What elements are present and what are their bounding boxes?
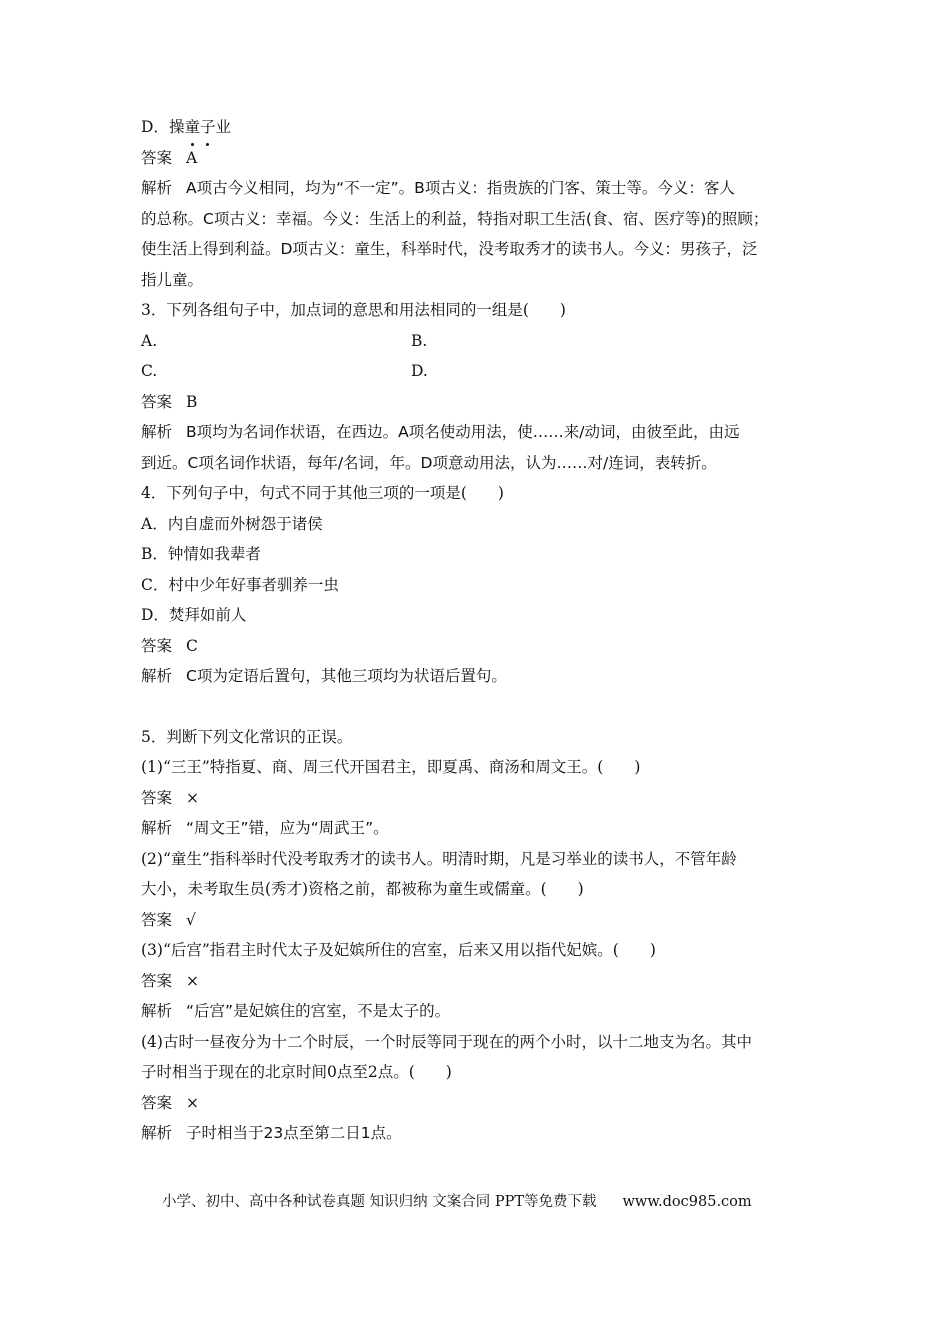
document-page <box>141 112 811 1149</box>
q2-analysis-line: 指儿童。 <box>141 270 204 289</box>
q2-answer <box>141 143 811 174</box>
answer-label: 答案 <box>141 392 173 411</box>
spacer <box>141 692 811 722</box>
q5-item-3-analysis <box>141 996 811 1027</box>
analysis-text: C项为定语后置句，其他三项均为状语后置句。 <box>186 667 507 685</box>
analysis-label: 解析 <box>141 667 173 685</box>
analysis-label: 解析 <box>141 1002 173 1020</box>
answer-label: 答案 <box>141 788 173 807</box>
dotted-char: 子 <box>200 112 216 143</box>
analysis-text: “后宫”是妃嫔住的宫室，不是太子的。 <box>186 1002 451 1020</box>
q4-analysis <box>141 661 811 692</box>
answer-value: × <box>186 788 200 807</box>
answer-value: C <box>186 636 198 655</box>
q3-option-d: D. <box>411 362 428 380</box>
answer-label: 答案 <box>141 636 173 655</box>
q5-item-4: 子时相当于现在的北京时间0点至2点。( ) <box>141 1063 452 1081</box>
q4-option-d: D．焚拜如前人 <box>141 606 247 624</box>
q3-option-c: C. <box>141 362 158 380</box>
answer-value: × <box>186 1093 200 1112</box>
analysis-label: 解析 <box>141 179 173 197</box>
q3-options-row <box>141 326 811 357</box>
q5-item-2: 大小，未考取生员(秀才)资格之前，都被称为童生或儒童。( ) <box>141 880 584 898</box>
page-footer <box>162 1190 802 1211</box>
footer-text: 小学、初中、高中各种试卷真题 知识归纳 文案合同 PPT等免费下载 <box>162 1194 597 1210</box>
analysis-text: B项均为名词作状语，在西边。A项名使动用法，使……来/动词，由彼至此，由远 <box>186 423 740 441</box>
answer-value: A <box>186 148 198 167</box>
q5-item-3: (3)“后宫”指君主时代太子及妃嫔所住的宫室，后来又用以指代妃嫔。( ) <box>141 941 656 959</box>
q4-stem: 4．下列句子中，句式不同于其他三项的一项是( ) <box>141 484 504 502</box>
analysis-text: 子时相当于23点至第二日1点。 <box>186 1124 402 1142</box>
q3-stem: 3．下列各组句子中，加点词的意思和用法相同的一组是( ) <box>141 301 566 319</box>
q5-item-4: (4)古时一昼夜分为十二个时辰，一个时辰等同于现在的两个小时，以十二地支为名。其中 <box>141 1032 752 1051</box>
q4-answer <box>141 631 811 662</box>
analysis-label: 解析 <box>141 819 173 837</box>
q3-answer <box>141 387 811 418</box>
answer-label: 答案 <box>141 1093 173 1112</box>
analysis-label: 解析 <box>141 423 173 441</box>
q3-analysis-line: 到近。C项名词作状语，每年/名词，年。D项意动用法，认为……对/连词，表转折。 <box>141 453 717 472</box>
q2-analysis-line <box>141 173 811 204</box>
q5-item-2: (2)“童生”指科举时代没考取秀才的读书人。明清时期，凡是习举业的读书人，不管年龄 <box>141 849 737 868</box>
q3-options-row <box>141 356 811 387</box>
answer-label: 答案 <box>141 971 173 990</box>
q2-analysis-line: 使生活上得到利益。D项古义：童生，科举时代，没考取秀才的读书人。今义：男孩子，泛 <box>141 240 758 258</box>
footer-url[interactable]: www.doc985.com <box>622 1194 752 1210</box>
q3-option-a: A. <box>141 331 158 350</box>
q5-item-1-analysis <box>141 813 811 844</box>
q3-option-b: B. <box>411 331 428 350</box>
option-char: 操 <box>168 118 185 136</box>
dotted-char: 童 <box>184 112 200 143</box>
q5-stem: 5．判断下列文化常识的正误。 <box>141 727 353 746</box>
q5-item-4-answer <box>141 1088 811 1119</box>
q5-item-1: (1)“三王”特指夏、商、周三代开国君主，即夏禹、商汤和周文王。( ) <box>141 758 641 776</box>
q2-analysis-line: 的总称。C项古义：幸福。今义：生活上的利益，特指对职工生活(食、宿、医疗等)的照顾； <box>141 209 769 228</box>
q2-option-d <box>141 112 811 143</box>
q5-item-1-answer <box>141 783 811 814</box>
q5-item-2-answer <box>141 905 811 936</box>
option-prefix: D． <box>141 118 169 136</box>
q4-option-c: C．村中少年好事者驯养一虫 <box>141 575 339 594</box>
q3-analysis-line <box>141 417 811 448</box>
q4-option-a: A．内自虚而外树怨于诸侯 <box>141 514 323 533</box>
option-char: 业 <box>215 118 231 136</box>
q5-item-4-analysis <box>141 1118 811 1149</box>
answer-label: 答案 <box>141 148 173 167</box>
answer-label: 答案 <box>141 910 173 929</box>
q5-item-3-answer <box>141 966 811 997</box>
answer-value: √ <box>186 910 196 929</box>
answer-value: × <box>186 971 200 990</box>
analysis-label: 解析 <box>141 1124 173 1142</box>
answer-value: B <box>186 392 198 411</box>
q4-option-b: B．钟情如我辈者 <box>141 545 261 563</box>
analysis-text: A项古今义相同，均为“不一定”。B项古义：指贵族的门客、策士等。今义：客人 <box>186 179 735 197</box>
analysis-text: “周文王”错，应为“周武王”。 <box>186 819 389 837</box>
